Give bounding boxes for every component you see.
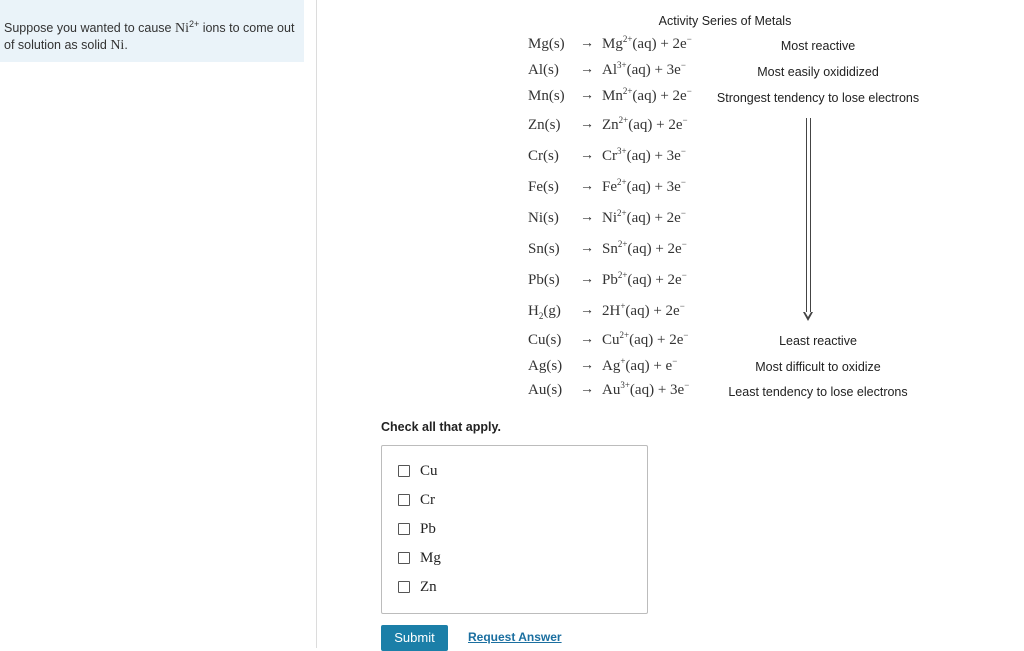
strongest-tendency-label: Strongest tendency to lose electrons: [716, 91, 920, 105]
option-mg[interactable]: Mg: [398, 548, 441, 568]
option-cu[interactable]: Cu: [398, 461, 438, 481]
product: Ag+(aq) + e−: [602, 356, 678, 374]
activity-series-title: Activity Series of Metals: [658, 14, 792, 28]
reaction-arrow-icon: →: [580, 332, 594, 347]
product: $Mg^{2+}(aq) + 2e^-$: [602, 34, 692, 52]
reactant: Zn(s): [528, 117, 561, 133]
reaction-arrow-icon: →: [580, 148, 594, 163]
reaction-arrow-icon: →: [580, 382, 594, 397]
option-cr[interactable]: Cr: [398, 490, 435, 510]
reactant: Ni(s): [528, 210, 559, 226]
option-zn[interactable]: Zn: [398, 577, 437, 597]
reaction-arrow-icon: →: [580, 36, 594, 51]
product: $Cr^{3+}(aq) + 3e^-$: [602, 146, 686, 164]
reaction-arrow-icon: →: [580, 241, 594, 256]
reaction-arrow-icon: →: [580, 179, 594, 194]
reaction-arrow-icon: →: [580, 210, 594, 225]
product: $Pb^{2+}(aq) + 2e^-$: [602, 270, 687, 288]
ion-symbol: Ni: [174, 21, 189, 37]
reactant: Fe(s): [528, 179, 559, 195]
reactant: Ag(s): [528, 358, 563, 374]
request-answer-link[interactable]: Request Answer: [468, 630, 562, 644]
product: $Ni^{2+}(aq) + 2e^-$: [602, 208, 686, 226]
reactant: Sn(s): [528, 241, 560, 257]
reactant: $H_2(g)$: [528, 303, 561, 321]
least-tendency-label: Least tendency to lose electrons: [728, 385, 908, 399]
most-reactive-label: Most reactive: [780, 39, 856, 53]
product: $Au^{3+}(aq) + 3e^-$: [602, 380, 690, 398]
reaction-arrow-icon: →: [580, 88, 594, 103]
product: $Sn^{2+}(aq) + 2e^-$: [602, 239, 687, 257]
question-panel: [0, 0, 304, 62]
reactant: Mn(s): [528, 88, 565, 104]
product: $Fe^{2+}(aq) + 3e^-$: [602, 177, 686, 195]
checkbox[interactable]: [398, 581, 410, 593]
option-pb[interactable]: Pb: [398, 519, 436, 539]
submit-button[interactable]: Submit: [381, 625, 448, 651]
checkbox[interactable]: [398, 494, 410, 506]
product: $Cu^{2+}(aq) + 2e^-$: [602, 330, 689, 348]
product: $Zn^{2+}(aq) + 2e^-$: [602, 115, 688, 133]
checkbox[interactable]: [398, 465, 410, 477]
solid-symbol: Ni: [110, 38, 125, 54]
reactant: Cr(s): [528, 148, 559, 164]
checkbox[interactable]: [398, 552, 410, 564]
down-double-arrow-icon: [806, 118, 811, 314]
reactant: Au(s): [528, 382, 563, 398]
reactant: Mg(s): [528, 36, 565, 52]
reaction-arrow-icon: →: [580, 272, 594, 287]
most-easily-oxidized-label: Most easily oxididized: [757, 65, 879, 79]
reaction-arrow-icon: →: [580, 303, 594, 318]
panel-divider: [316, 0, 317, 648]
product: 2H+(aq) + 2e−: [602, 301, 685, 319]
product: $Al^{3+}(aq) + 3e^-$: [602, 60, 686, 78]
reaction-arrow-icon: →: [580, 62, 594, 77]
ion-charge: 2+: [188, 19, 200, 29]
reactant: Al(s): [528, 62, 559, 78]
answer-options-box: [381, 445, 648, 614]
question-prompt: Suppose you wanted to cause $Ni^{2+}$ ions to come out of solution as solid Ni.: [4, 19, 295, 54]
reaction-arrow-icon: →: [580, 358, 594, 373]
reactant: Pb(s): [528, 272, 560, 288]
reactant: Cu(s): [528, 332, 562, 348]
reaction-arrow-icon: →: [580, 117, 594, 132]
least-reactive-label: Least reactive: [779, 334, 857, 348]
check-all-instruction: Check all that apply.: [381, 420, 501, 434]
product: $Mn^{2+}(aq) + 2e^-$: [602, 86, 692, 104]
checkbox[interactable]: [398, 523, 410, 535]
most-difficult-label: Most difficult to oxidize: [755, 360, 881, 374]
